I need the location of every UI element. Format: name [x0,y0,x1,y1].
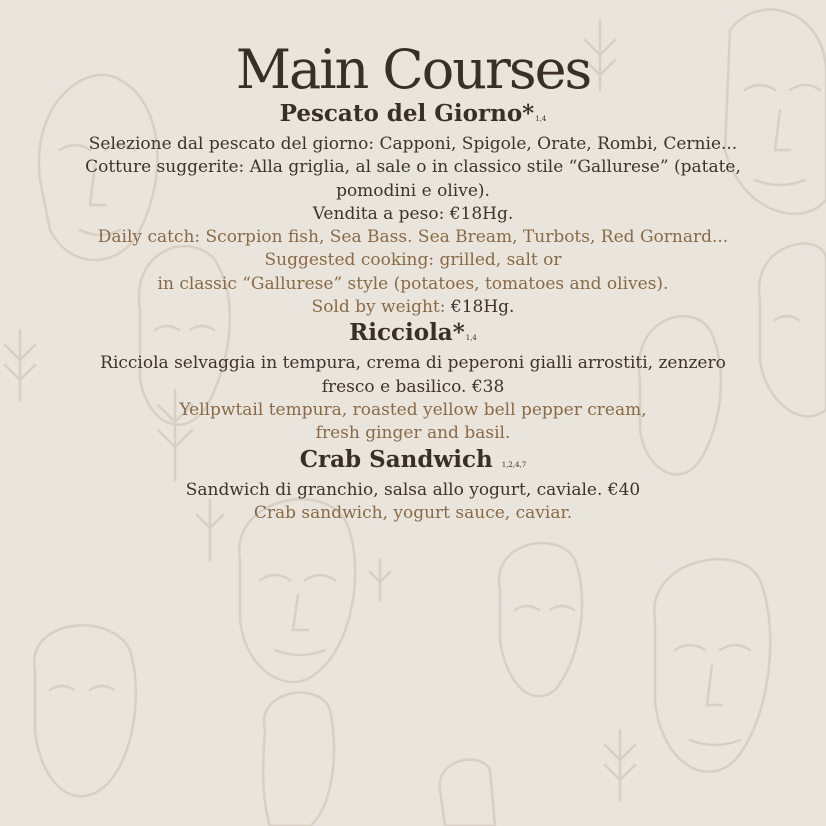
allergen-codes: 1,2,4,7 [501,460,527,469]
italian-description-line: Ricciola selvaggia in tempura, crema di peperoni gialli arrostiti, zenzero [100,353,726,374]
english-price-line [0,296,826,319]
italian-description-line: pomodini e olive). [336,180,490,201]
italian-description-line: Selezione dal pescato del giorno: Capponi, Spigole, Orate, Rombi, Cernie... [88,134,738,154]
english-description-line: fresh ginger and basil. [315,423,511,444]
english-description-line: Suggested cooking: grilled, salt or [264,250,562,271]
dish-name [0,446,826,479]
english-description-line: Daily catch: Scorpion fish, Sea Bass. Sea Bream, Turbots, Red Gornard... [97,227,729,248]
english-description-line: Crab sandwich, yogurt sauce, caviar. [253,502,573,523]
english-description-line: Yellpwtail tempura, roasted yellow bell pepper cream, [179,399,647,420]
italian-description-line: fresco e basilico. €38 [321,376,505,397]
dish-pescato-del-giorno [0,100,826,319]
dish-name-text: Pescato del Giorno* [279,100,535,127]
italian-price-line: Vendita a peso: €18Hg. [312,203,514,224]
english-description-line: in classic “Gallurese” style (potatoes, tomatoes and olives). [157,273,669,294]
italian-description-line: Cotture suggerite: Alla griglia, al sale o in classico stile “Gallurese” (patate, [85,157,741,178]
allergen-codes: 1,4 [465,334,477,343]
dish-name-text: Crab Sandwich [299,445,493,473]
mask-decoration-bottom [34,499,770,826]
page-title: Main Courses [235,38,591,101]
english-price-label: Sold by weight: [311,297,446,318]
dish-name [0,319,826,352]
allergen-codes: 1,4 [535,115,547,123]
english-price-value: €18Hg. [450,297,515,318]
dish-name-text: Ricciola* [349,319,465,347]
italian-description-line: Sandwich di granchio, salsa allo yogurt, caviale. €40 [185,479,641,500]
dish-name [0,100,826,133]
dish-ricciola [0,319,826,445]
dish-crab-sandwich [0,446,826,526]
